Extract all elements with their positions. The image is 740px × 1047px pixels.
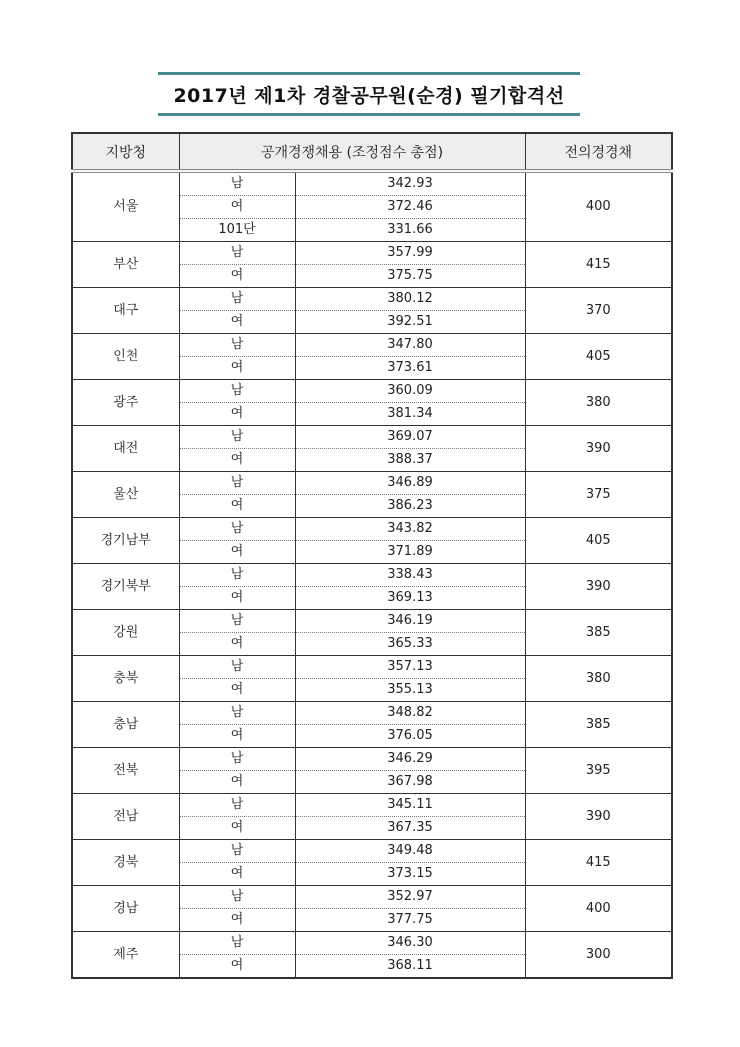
score-cell: 357.13 <box>295 656 525 679</box>
table-row <box>72 702 672 725</box>
score-cell: 352.97 <box>295 886 525 909</box>
special-cutoff-cell: 380 <box>525 380 672 426</box>
score-cell: 357.99 <box>295 242 525 265</box>
region-cell: 경기남부 <box>72 518 179 564</box>
category-cell: 여 <box>179 817 295 840</box>
score-cell: 373.15 <box>295 863 525 886</box>
category-cell: 남 <box>179 932 295 955</box>
table-body <box>72 171 672 978</box>
score-cell: 338.43 <box>295 564 525 587</box>
category-cell: 여 <box>179 725 295 748</box>
category-cell: 여 <box>179 449 295 472</box>
score-cell: 377.75 <box>295 909 525 932</box>
score-cell: 372.46 <box>295 196 525 219</box>
special-cutoff-cell: 390 <box>525 564 672 610</box>
category-cell: 여 <box>179 679 295 702</box>
special-cutoff-cell: 300 <box>525 932 672 979</box>
score-cell: 348.82 <box>295 702 525 725</box>
score-cell: 365.33 <box>295 633 525 656</box>
region-cell: 대구 <box>72 288 179 334</box>
score-cell: 346.19 <box>295 610 525 633</box>
table-row <box>72 288 672 311</box>
table-row <box>72 518 672 541</box>
score-cell: 360.09 <box>295 380 525 403</box>
category-cell: 여 <box>179 863 295 886</box>
title-rule-bottom <box>158 113 580 116</box>
special-cutoff-cell: 370 <box>525 288 672 334</box>
special-cutoff-cell: 415 <box>525 840 672 886</box>
table-row <box>72 380 672 403</box>
table-row <box>72 610 672 633</box>
category-cell: 남 <box>179 518 295 541</box>
header-open-competition: 공개경쟁채용 (조정점수 총점) <box>179 133 525 171</box>
special-cutoff-cell: 385 <box>525 610 672 656</box>
header-region: 지방청 <box>72 133 179 171</box>
table-row <box>72 748 672 771</box>
score-cell: 375.75 <box>295 265 525 288</box>
special-cutoff-cell: 375 <box>525 472 672 518</box>
region-cell: 대전 <box>72 426 179 472</box>
score-cell: 380.12 <box>295 288 525 311</box>
score-cell: 381.34 <box>295 403 525 426</box>
region-cell: 경남 <box>72 886 179 932</box>
score-cell: 345.11 <box>295 794 525 817</box>
category-cell: 남 <box>179 426 295 449</box>
score-cell: 342.93 <box>295 171 525 196</box>
category-cell: 남 <box>179 748 295 771</box>
region-cell: 충남 <box>72 702 179 748</box>
table-row <box>72 656 672 679</box>
category-cell: 여 <box>179 633 295 656</box>
page-title: 2017년 제1차 경찰공무원(순경) 필기합격선 <box>173 85 565 107</box>
title-rule-top <box>158 72 580 75</box>
region-cell: 충북 <box>72 656 179 702</box>
score-cell: 376.05 <box>295 725 525 748</box>
table-row <box>72 564 672 587</box>
score-cell: 343.82 <box>295 518 525 541</box>
table-row <box>72 426 672 449</box>
table-row <box>72 242 672 265</box>
category-cell: 여 <box>179 357 295 380</box>
region-cell: 부산 <box>72 242 179 288</box>
special-cutoff-cell: 405 <box>525 334 672 380</box>
score-cell: 349.48 <box>295 840 525 863</box>
region-cell: 경북 <box>72 840 179 886</box>
category-cell: 남 <box>179 171 295 196</box>
cutoff-table <box>71 132 673 979</box>
category-cell: 여 <box>179 265 295 288</box>
table-row <box>72 840 672 863</box>
category-cell: 남 <box>179 380 295 403</box>
score-cell: 368.11 <box>295 955 525 979</box>
score-cell: 367.98 <box>295 771 525 794</box>
special-cutoff-cell: 395 <box>525 748 672 794</box>
category-cell: 101단 <box>179 219 295 242</box>
special-cutoff-cell: 380 <box>525 656 672 702</box>
special-cutoff-cell: 390 <box>525 794 672 840</box>
score-cell: 347.80 <box>295 334 525 357</box>
table-row <box>72 472 672 495</box>
table-row <box>72 932 672 955</box>
table-row <box>72 886 672 909</box>
score-cell: 346.30 <box>295 932 525 955</box>
category-cell: 남 <box>179 472 295 495</box>
score-cell: 388.37 <box>295 449 525 472</box>
special-cutoff-cell: 385 <box>525 702 672 748</box>
category-cell: 남 <box>179 334 295 357</box>
score-cell: 331.66 <box>295 219 525 242</box>
category-cell: 남 <box>179 840 295 863</box>
table-row <box>72 794 672 817</box>
category-cell: 여 <box>179 311 295 334</box>
score-cell: 386.23 <box>295 495 525 518</box>
category-cell: 여 <box>179 955 295 979</box>
score-cell: 373.61 <box>295 357 525 380</box>
region-cell: 강원 <box>72 610 179 656</box>
region-cell: 경기북부 <box>72 564 179 610</box>
header-row <box>72 133 672 171</box>
category-cell: 남 <box>179 656 295 679</box>
special-cutoff-cell: 405 <box>525 518 672 564</box>
region-cell: 전북 <box>72 748 179 794</box>
score-cell: 346.29 <box>295 748 525 771</box>
score-cell: 346.89 <box>295 472 525 495</box>
category-cell: 여 <box>179 587 295 610</box>
region-cell: 전남 <box>72 794 179 840</box>
category-cell: 남 <box>179 794 295 817</box>
category-cell: 여 <box>179 909 295 932</box>
category-cell: 여 <box>179 771 295 794</box>
score-cell: 392.51 <box>295 311 525 334</box>
category-cell: 남 <box>179 564 295 587</box>
region-cell: 인천 <box>72 334 179 380</box>
table-row <box>72 334 672 357</box>
special-cutoff-cell: 415 <box>525 242 672 288</box>
category-cell: 남 <box>179 702 295 725</box>
special-cutoff-cell: 400 <box>525 886 672 932</box>
category-cell: 여 <box>179 541 295 564</box>
score-cell: 355.13 <box>295 679 525 702</box>
region-cell: 광주 <box>72 380 179 426</box>
special-cutoff-cell: 400 <box>525 171 672 242</box>
category-cell: 남 <box>179 242 295 265</box>
category-cell: 여 <box>179 403 295 426</box>
category-cell: 여 <box>179 196 295 219</box>
special-cutoff-cell: 390 <box>525 426 672 472</box>
score-cell: 367.35 <box>295 817 525 840</box>
score-cell: 369.13 <box>295 587 525 610</box>
table-row <box>72 171 672 196</box>
category-cell: 남 <box>179 886 295 909</box>
region-cell: 제주 <box>72 932 179 979</box>
category-cell: 여 <box>179 495 295 518</box>
region-cell: 서울 <box>72 171 179 242</box>
header-special: 전의경경채 <box>525 133 672 171</box>
score-cell: 371.89 <box>295 541 525 564</box>
category-cell: 남 <box>179 288 295 311</box>
category-cell: 남 <box>179 610 295 633</box>
region-cell: 울산 <box>72 472 179 518</box>
score-cell: 369.07 <box>295 426 525 449</box>
title-banner <box>158 72 580 116</box>
